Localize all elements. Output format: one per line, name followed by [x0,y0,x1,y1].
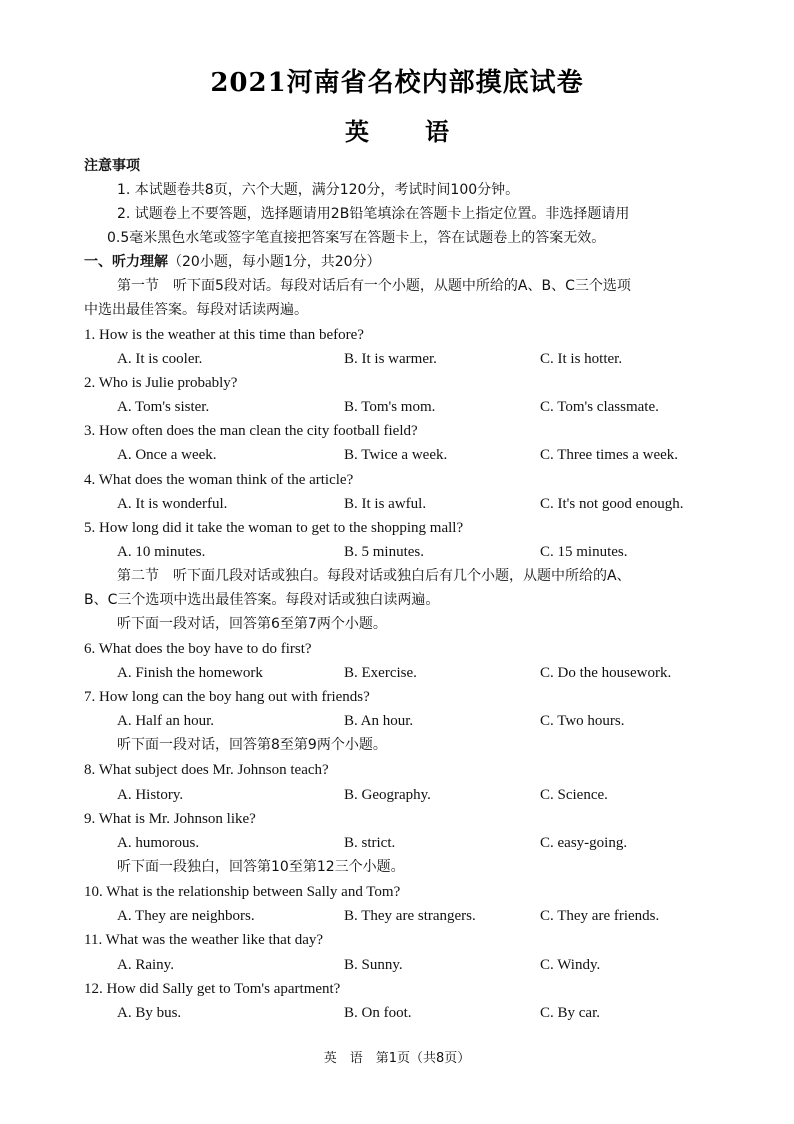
question-9: 9. What is Mr. Johnson like? [84,811,256,827]
dialogue-instruction-6-7: 听下面一段对话，回答第6至第7两个小题。 [117,616,387,632]
q1-option-c: C. It is hotter. [540,351,623,367]
q2-option-a: A. Tom's sister. [117,399,210,415]
q1-option-b: B. It is warmer. [344,351,437,367]
q8-option-b: B. Geography. [344,787,431,803]
q2-option-c: C. Tom's classmate. [540,399,659,415]
q9-option-b: B. strict. [344,835,396,851]
exam-title: 2021河南省名校内部摸底试卷 [210,68,584,98]
question-12: 12. How did Sally get to Tom's apartment? [84,981,341,997]
q12-option-c: C. By car. [540,1005,600,1021]
question-10: 10. What is the relationship between Sally and Tom? [84,884,401,900]
q7-option-c: C. Two hours. [540,713,625,729]
question-3: 3. How often does the man clean the city football field? [84,423,418,439]
section1-heading: 一、听力理解 [84,254,168,270]
q11-option-a: A. Rainy. [117,957,174,973]
q10-option-c: C. They are friends. [540,908,660,924]
q6-option-a: A. Finish the homework [117,665,263,681]
q7-option-b: B. An hour. [344,713,414,729]
question-2: 2. Who is Julie probably? [84,375,238,391]
monologue-instruction-10-12: 听下面一段独白，回答第10至第12三个小题。 [117,859,405,875]
subject-title: 英 语 [345,117,465,146]
section1-score: （20小题，每小题1分，共20分） [168,254,381,270]
q3-option-b: B. Twice a week. [344,447,448,463]
notice-heading: 注意事项 [84,158,140,174]
q3-option-a: A. Once a week. [117,447,217,463]
part2-instruction-2: B、C三个选项中选出最佳答案。每段对话或独白读两遍。 [84,592,440,608]
part2-instruction-1: 第二节 听下面几段对话或独白。每段对话或独白后有几个小题，从题中所给的A、 [117,568,631,584]
notice-item-1: 1. 本试题卷共8页，六个大题，满分120分，考试时间100分钟。 [117,182,520,198]
part1-instruction-2: 中选出最佳答案。每段对话读两遍。 [84,302,308,318]
dialogue-instruction-8-9: 听下面一段对话，回答第8至第9两个小题。 [117,737,387,753]
q11-option-b: B. Sunny. [344,957,403,973]
notice-item-2: 2. 试题卷上不要答题，选择题请用2B铅笔填涂在答题卡上指定位置。非选择题请用 [117,206,630,222]
q6-option-c: C. Do the housework. [540,665,672,681]
q9-option-c: C. easy-going. [540,835,628,851]
q8-option-c: C. Science. [540,787,608,803]
q4-option-b: B. It is awful. [344,496,427,512]
question-7: 7. How long can the boy hang out with friends? [84,689,370,705]
q7-option-a: A. Half an hour. [117,713,215,729]
q2-option-b: B. Tom's mom. [344,399,436,415]
q10-option-a: A. They are neighbors. [117,908,255,924]
q5-option-a: A. 10 minutes. [117,544,206,560]
q9-option-a: A. humorous. [117,835,200,851]
question-6: 6. What does the boy have to do first? [84,641,312,657]
section1-heading-row [84,252,381,272]
q3-option-c: C. Three times a week. [540,447,679,463]
q4-option-a: A. It is wonderful. [117,496,228,512]
q11-option-c: C. Windy. [540,957,601,973]
q12-option-b: B. On foot. [344,1005,412,1021]
page-footer: 英 语 第1页（共8页） [323,1051,471,1066]
q12-option-a: A. By bus. [117,1005,182,1021]
q10-option-b: B. They are strangers. [344,908,476,924]
q8-option-a: A. History. [117,787,184,803]
question-5: 5. How long did it take the woman to get to the shopping mall? [84,520,464,536]
question-1: 1. How is the weather at this time than before? [84,327,364,343]
notice-item-2-cont: 0.5毫米黑色水笔或签字笔直接把答案写在答题卡上，答在试题卷上的答案无效。 [107,230,606,246]
question-4: 4. What does the woman think of the article? [84,472,354,488]
q6-option-b: B. Exercise. [344,665,417,681]
q5-option-b: B. 5 minutes. [344,544,425,560]
part1-instruction-1: 第一节 听下面5段对话。每段对话后有一个小题，从题中所给的A、B、C三个选项 [117,278,631,294]
q5-option-c: C. 15 minutes. [540,544,628,560]
q1-option-a: A. It is cooler. [117,351,203,367]
q4-option-c: C. It's not good enough. [540,496,684,512]
question-11: 11. What was the weather like that day? [84,932,324,948]
question-8: 8. What subject does Mr. Johnson teach? [84,762,329,778]
